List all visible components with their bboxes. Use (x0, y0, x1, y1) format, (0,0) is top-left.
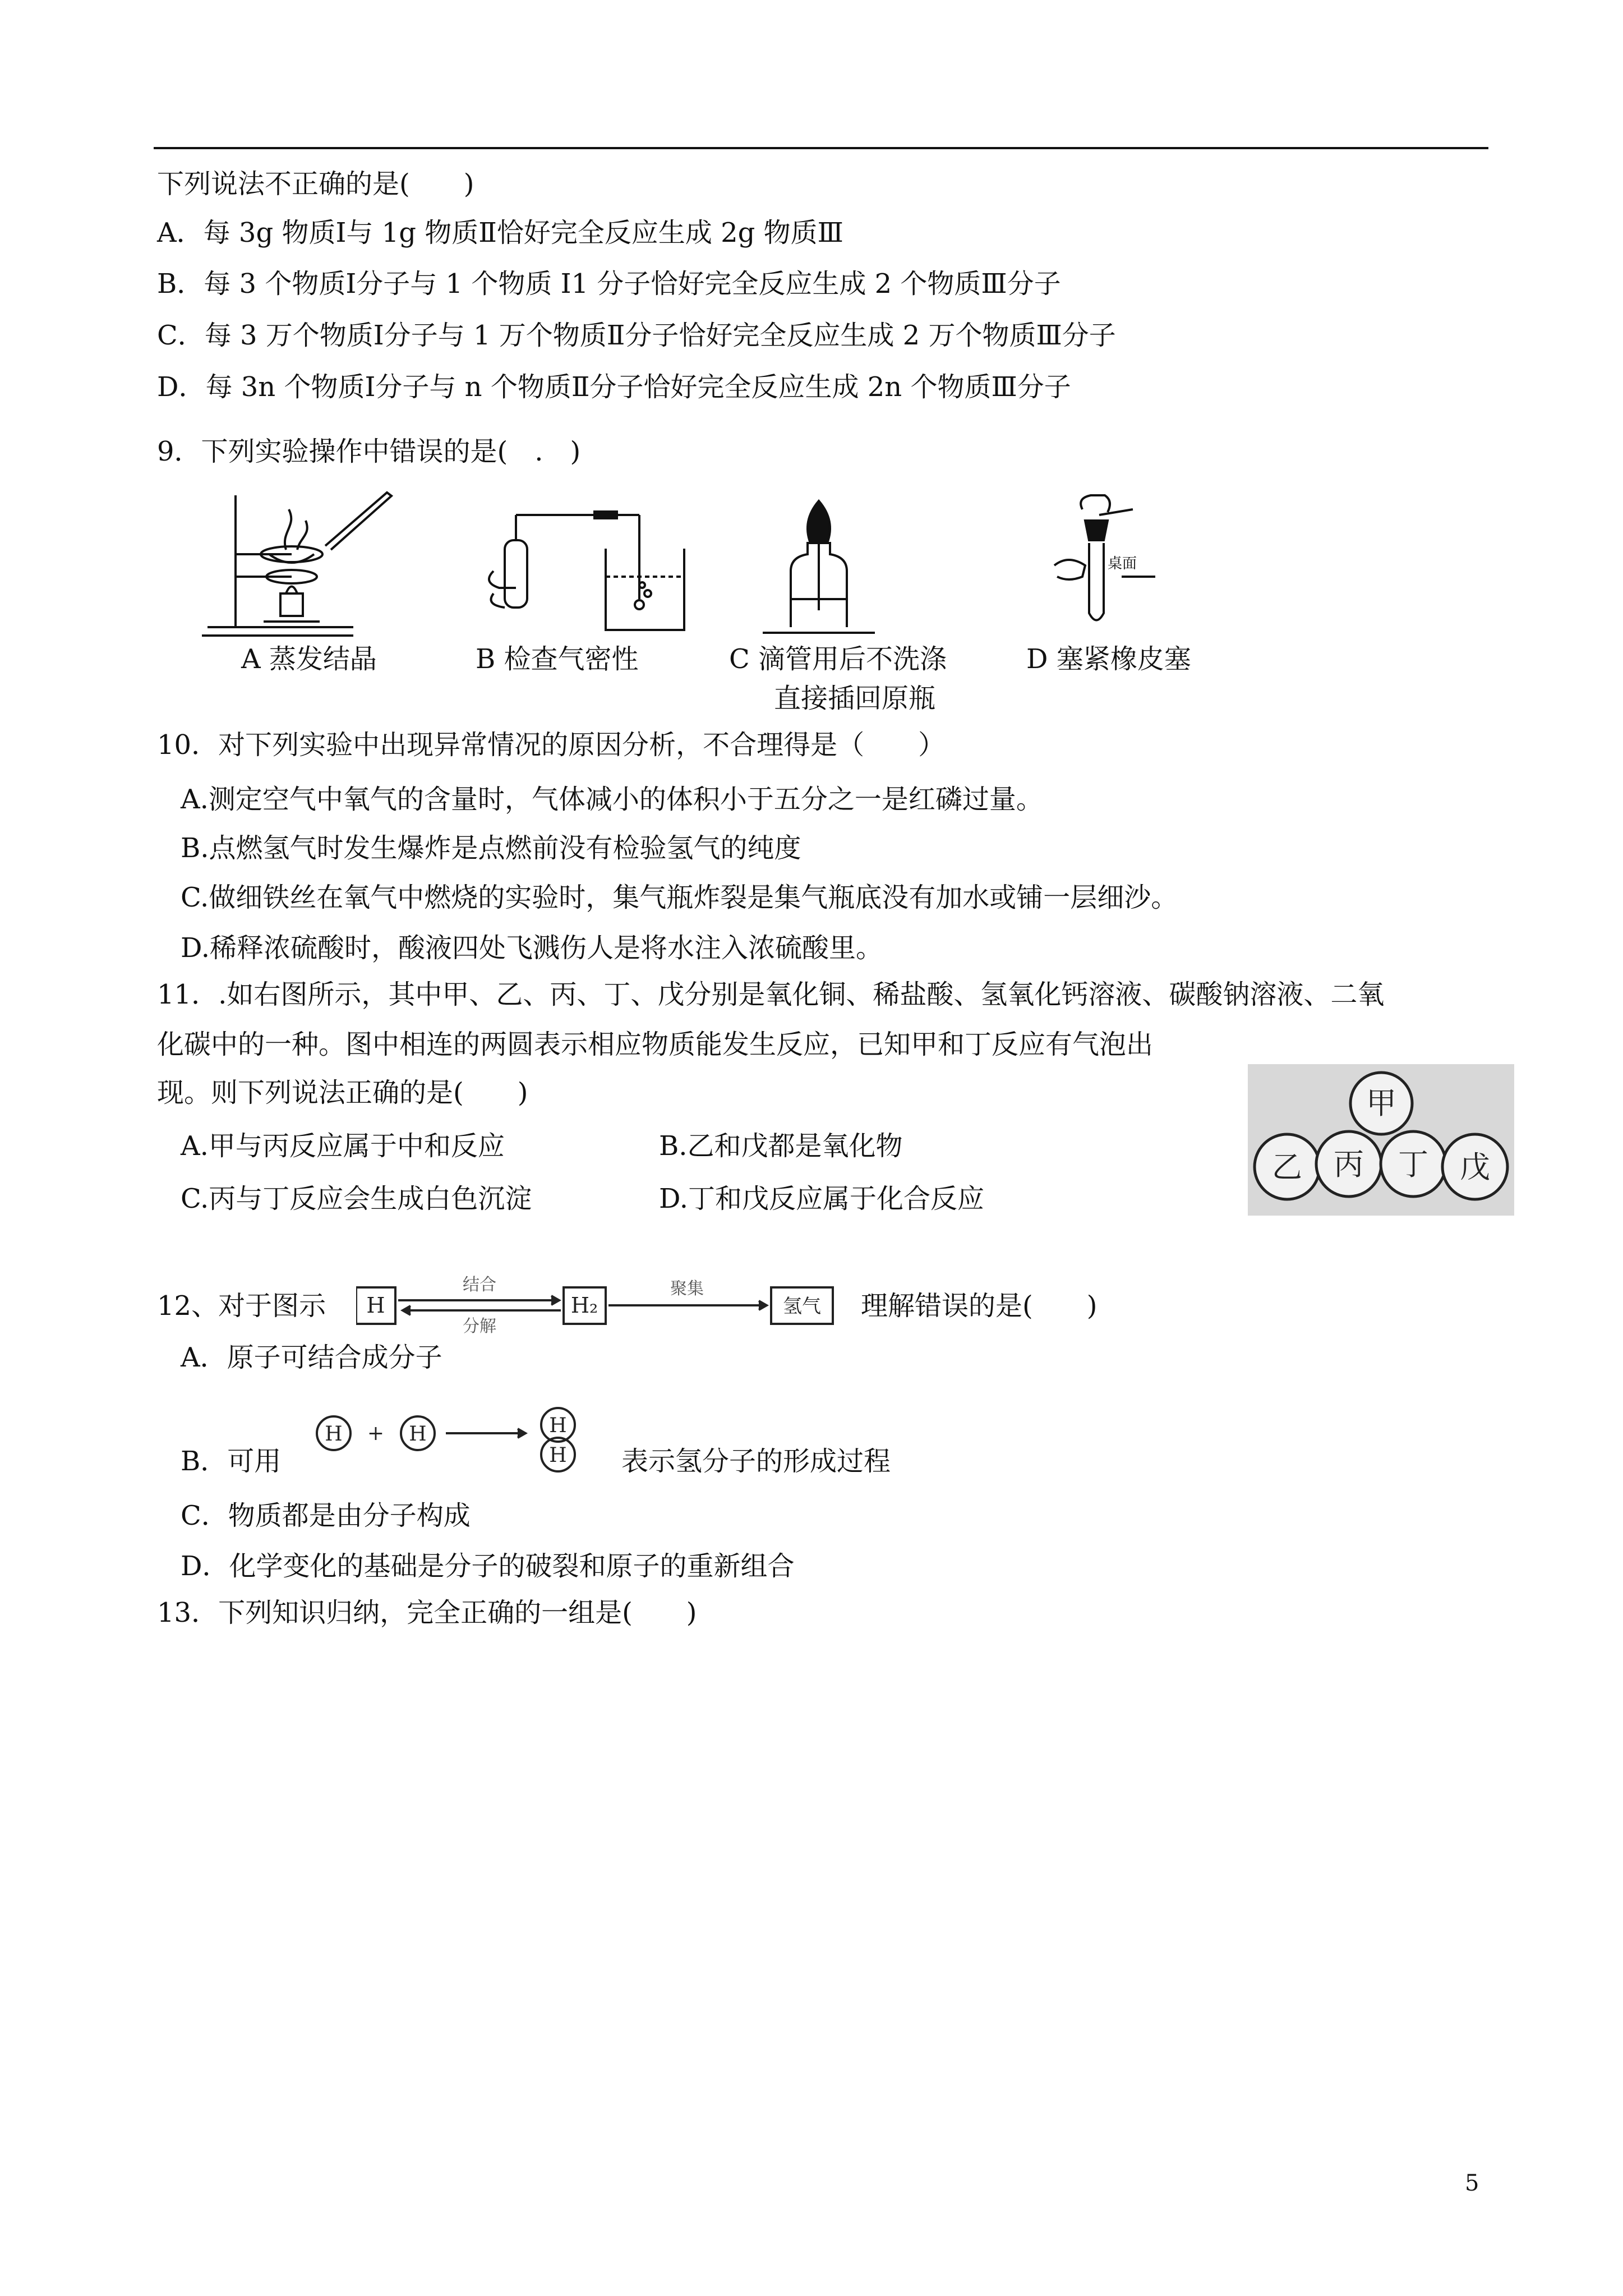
q12-flow-diagram (356, 1268, 844, 1341)
q11-option-a: A.甲与丙反应属于中和反应 (181, 1130, 505, 1162)
q11-stem-line3: 现。则下列说法正确的是( ) (157, 1077, 528, 1108)
arrow-combine-label: 结合 (463, 1275, 496, 1295)
dropper-bottle-icon (763, 501, 875, 633)
circle-label-wu: 戊 (1460, 1149, 1490, 1185)
q12-option-c: C．物质都是由分子构成 (181, 1500, 471, 1531)
plus-sign: + (367, 1422, 385, 1445)
q9-label-a: A 蒸发结晶 (241, 643, 377, 675)
q11-stem-line2: 化碳中的一种。图中相连的两圆表示相应物质能发生反应，已知甲和丁反应有气泡出 (157, 1029, 1154, 1060)
q10-option-b: B.点燃氢气时发生爆炸是点燃前没有检验氢气的纯度 (181, 832, 801, 864)
q12-option-d: D．化学变化的基础是分子的破裂和原子的重新组合 (181, 1550, 795, 1582)
circle-label-jia: 甲 (1366, 1085, 1396, 1121)
table-label: 桌面 (1108, 555, 1137, 572)
q8-option-b: B．每 3 个物质Ⅰ分子与 1 个物质 I1 分子恰好完全反应生成 2 个物质Ⅲ分子 (157, 268, 1061, 300)
box-h-label: H (366, 1293, 385, 1318)
q10-option-d: D.稀释浓硫酸时，酸液四处飞溅伤人是将水注入浓硫酸里。 (181, 932, 883, 964)
page-number: 5 (1465, 2170, 1479, 2196)
q11-circle-diagram (1248, 1064, 1514, 1216)
q12-option-b-prefix: B．可用 (181, 1446, 282, 1477)
atom-h-1-label: H (325, 1423, 343, 1446)
box-hydrogen-label: 氢气 (783, 1295, 821, 1318)
q8-option-a: A．每 3g 物质Ⅰ与 1g 物质Ⅱ恰好完全反应生成 2g 物质Ⅲ (157, 217, 843, 249)
molecule-h-bottom-label: H (549, 1444, 567, 1467)
arrow-decompose-label: 分解 (463, 1317, 496, 1336)
q10-option-a: A.测定空气中氧气的含量时，气体减小的体积小于五分之一是红磷过量。 (181, 784, 1043, 815)
q11-option-d: D.丁和戊反应属于化合反应 (659, 1183, 985, 1214)
q9-stem: 9．下列实验操作中错误的是( . ) (157, 436, 581, 467)
q10-option-c: C.做细铁丝在氧气中燃烧的实验时，集气瓶炸裂是集气瓶底没有加水或铺一层细沙。 (181, 882, 1178, 913)
airtightness-check-icon (489, 512, 684, 630)
atom-h-2-label: H (409, 1423, 427, 1446)
q9-label-c1: C 滴管用后不洗涤 (729, 643, 947, 675)
stopper-test-tube-icon (1054, 495, 1155, 620)
header-rule (154, 147, 1488, 149)
q11-stem-line1: 11．.如右图所示，其中甲、乙、丙、丁、戊分别是氧化铜、稀盐酸、氢氧化钙溶液、碳酸钠溶液、二氧 (157, 979, 1385, 1010)
q12-prefix: 12、对于图示 (157, 1290, 326, 1322)
molecule-h-top-label: H (549, 1414, 567, 1437)
q11-option-b: B.乙和戊都是氧化物 (659, 1130, 903, 1162)
arrow-gather-label: 聚集 (670, 1279, 704, 1299)
q12-suffix: 理解错误的是( ) (861, 1290, 1098, 1322)
circle-label-bing: 丙 (1334, 1147, 1364, 1182)
q12-option-b-suffix: 表示氢分子的形成过程 (621, 1446, 891, 1477)
circle-label-yi: 乙 (1272, 1149, 1302, 1185)
box-h2-label: H₂ (570, 1293, 598, 1318)
q13-stem: 13．下列知识归纳，完全正确的一组是( ) (157, 1597, 697, 1628)
q11-option-c: C.丙与丁反应会生成白色沉淀 (181, 1183, 532, 1214)
q9-label-c2: 直接插回原瓶 (774, 683, 936, 714)
q8-stem: 下列说法不正确的是( ) (157, 168, 474, 200)
q8-option-c: C．每 3 万个物质Ⅰ分子与 1 万个物质Ⅱ分子恰好完全反应生成 2 万个物质Ⅲ分子 (157, 320, 1116, 351)
q12-molecule-formation-diagram (311, 1400, 603, 1484)
q8-option-d: D．每 3n 个物质Ⅰ分子与 n 个物质Ⅱ分子恰好完全反应生成 2n 个物质Ⅲ分子 (157, 371, 1071, 403)
q9-apparatus-figure (202, 487, 1251, 638)
q12-option-a: A．原子可结合成分子 (181, 1342, 442, 1373)
circle-label-ding: 丁 (1398, 1147, 1428, 1182)
evaporation-apparatus-icon (202, 493, 391, 636)
q9-label-b: B 检查气密性 (476, 643, 639, 675)
q9-label-d: D 塞紧橡皮塞 (1026, 643, 1191, 675)
q10-stem: 10．对下列实验中出现异常情况的原因分析，不合理得是（ ） (157, 729, 946, 761)
